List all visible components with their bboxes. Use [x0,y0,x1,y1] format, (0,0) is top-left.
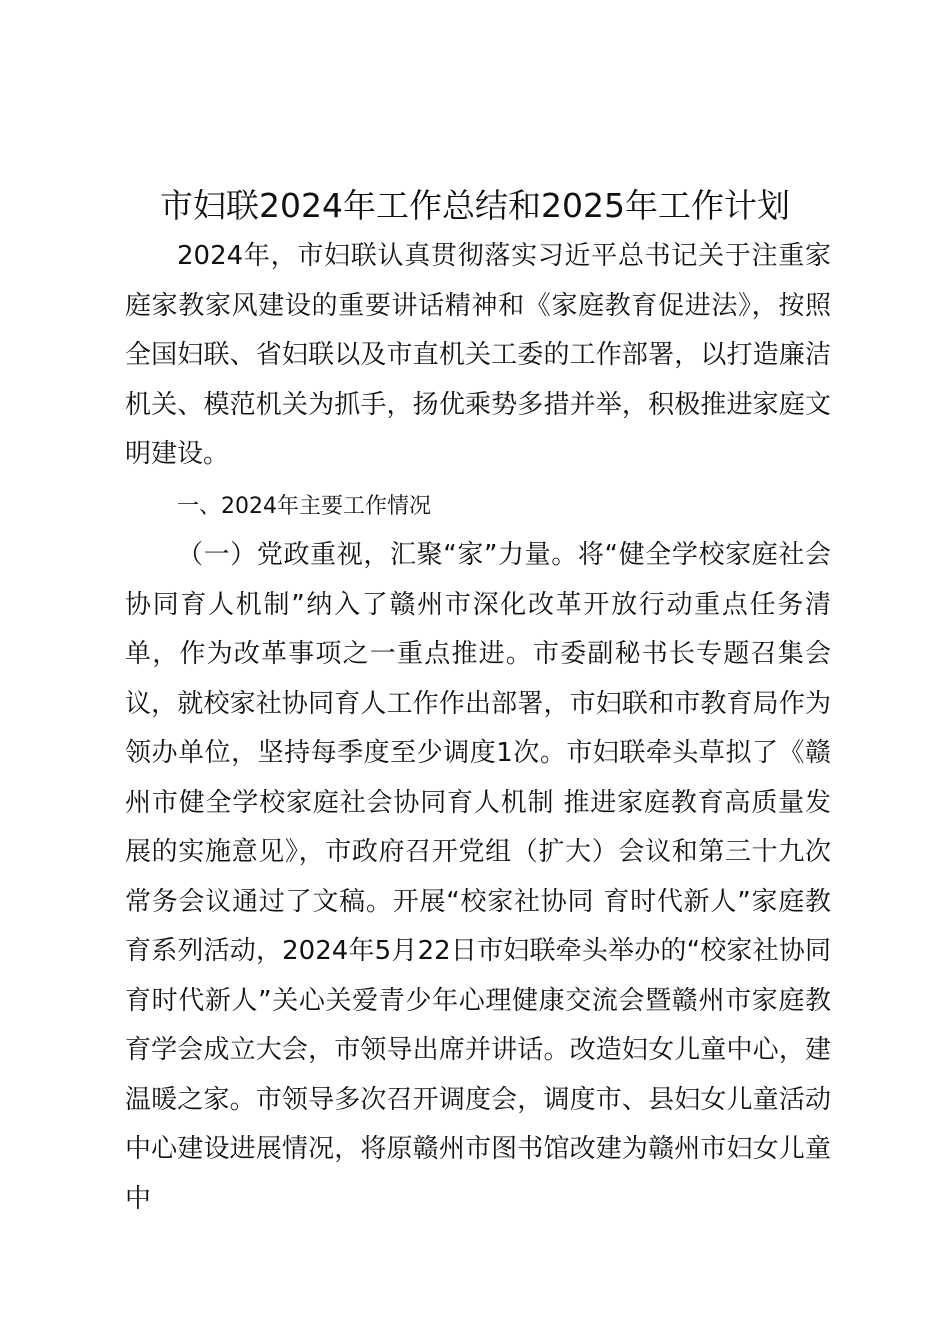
section-heading: 一、2024年主要工作情况 [177,494,431,519]
document-title: 市妇联2024年工作总结和2025年工作计划 [160,186,790,225]
section-paragraph: （一）党政重视，汇聚“家”力量。将“健全学校家庭社会协同育人机制”纳入了赣州市深化改革开放行动重点任务清单，作为改革事项之一重点推进。市委副秘书长专题召集会议，就校家社协同育人工作作出部署，市妇联和市教育局作为领办单位，坚持每季度至少调度1次。市妇联牵头草拟了《赣州市健全学校家庭社会协同育人机制 推进家庭教育高质量发展的实施意见》，市政府召开党组（扩大）会议和第三十九次常务会议通过了文稿。开展“校家社协同 育时代新人”家庭教育系列活动，2024年5月22日市妇联牵头举办的“校家社协同 育时代新人”关心关爱青少年心理健康交流会暨赣州市家庭教育学会成立大会，市领导出席并讲话。改造妇女儿童中心，建温暖之家。市领导多次召开调度会，调度市、县妇女儿童活动中心建设进展情况，将原赣州市图书馆改建为赣州市妇女儿童中 [125,540,831,1214]
intro-paragraph: 2024年，市妇联认真贯彻落实习近平总书记关于注重家庭家教家风建设的重要讲话精神和《家庭教育促进法》，按照全国妇联、省妇联以及市直机关工委的工作部署，以打造廉洁机关、模范机关为抓手，扬优乘势多措并举，积极推进家庭文明建设。 [125,241,831,469]
